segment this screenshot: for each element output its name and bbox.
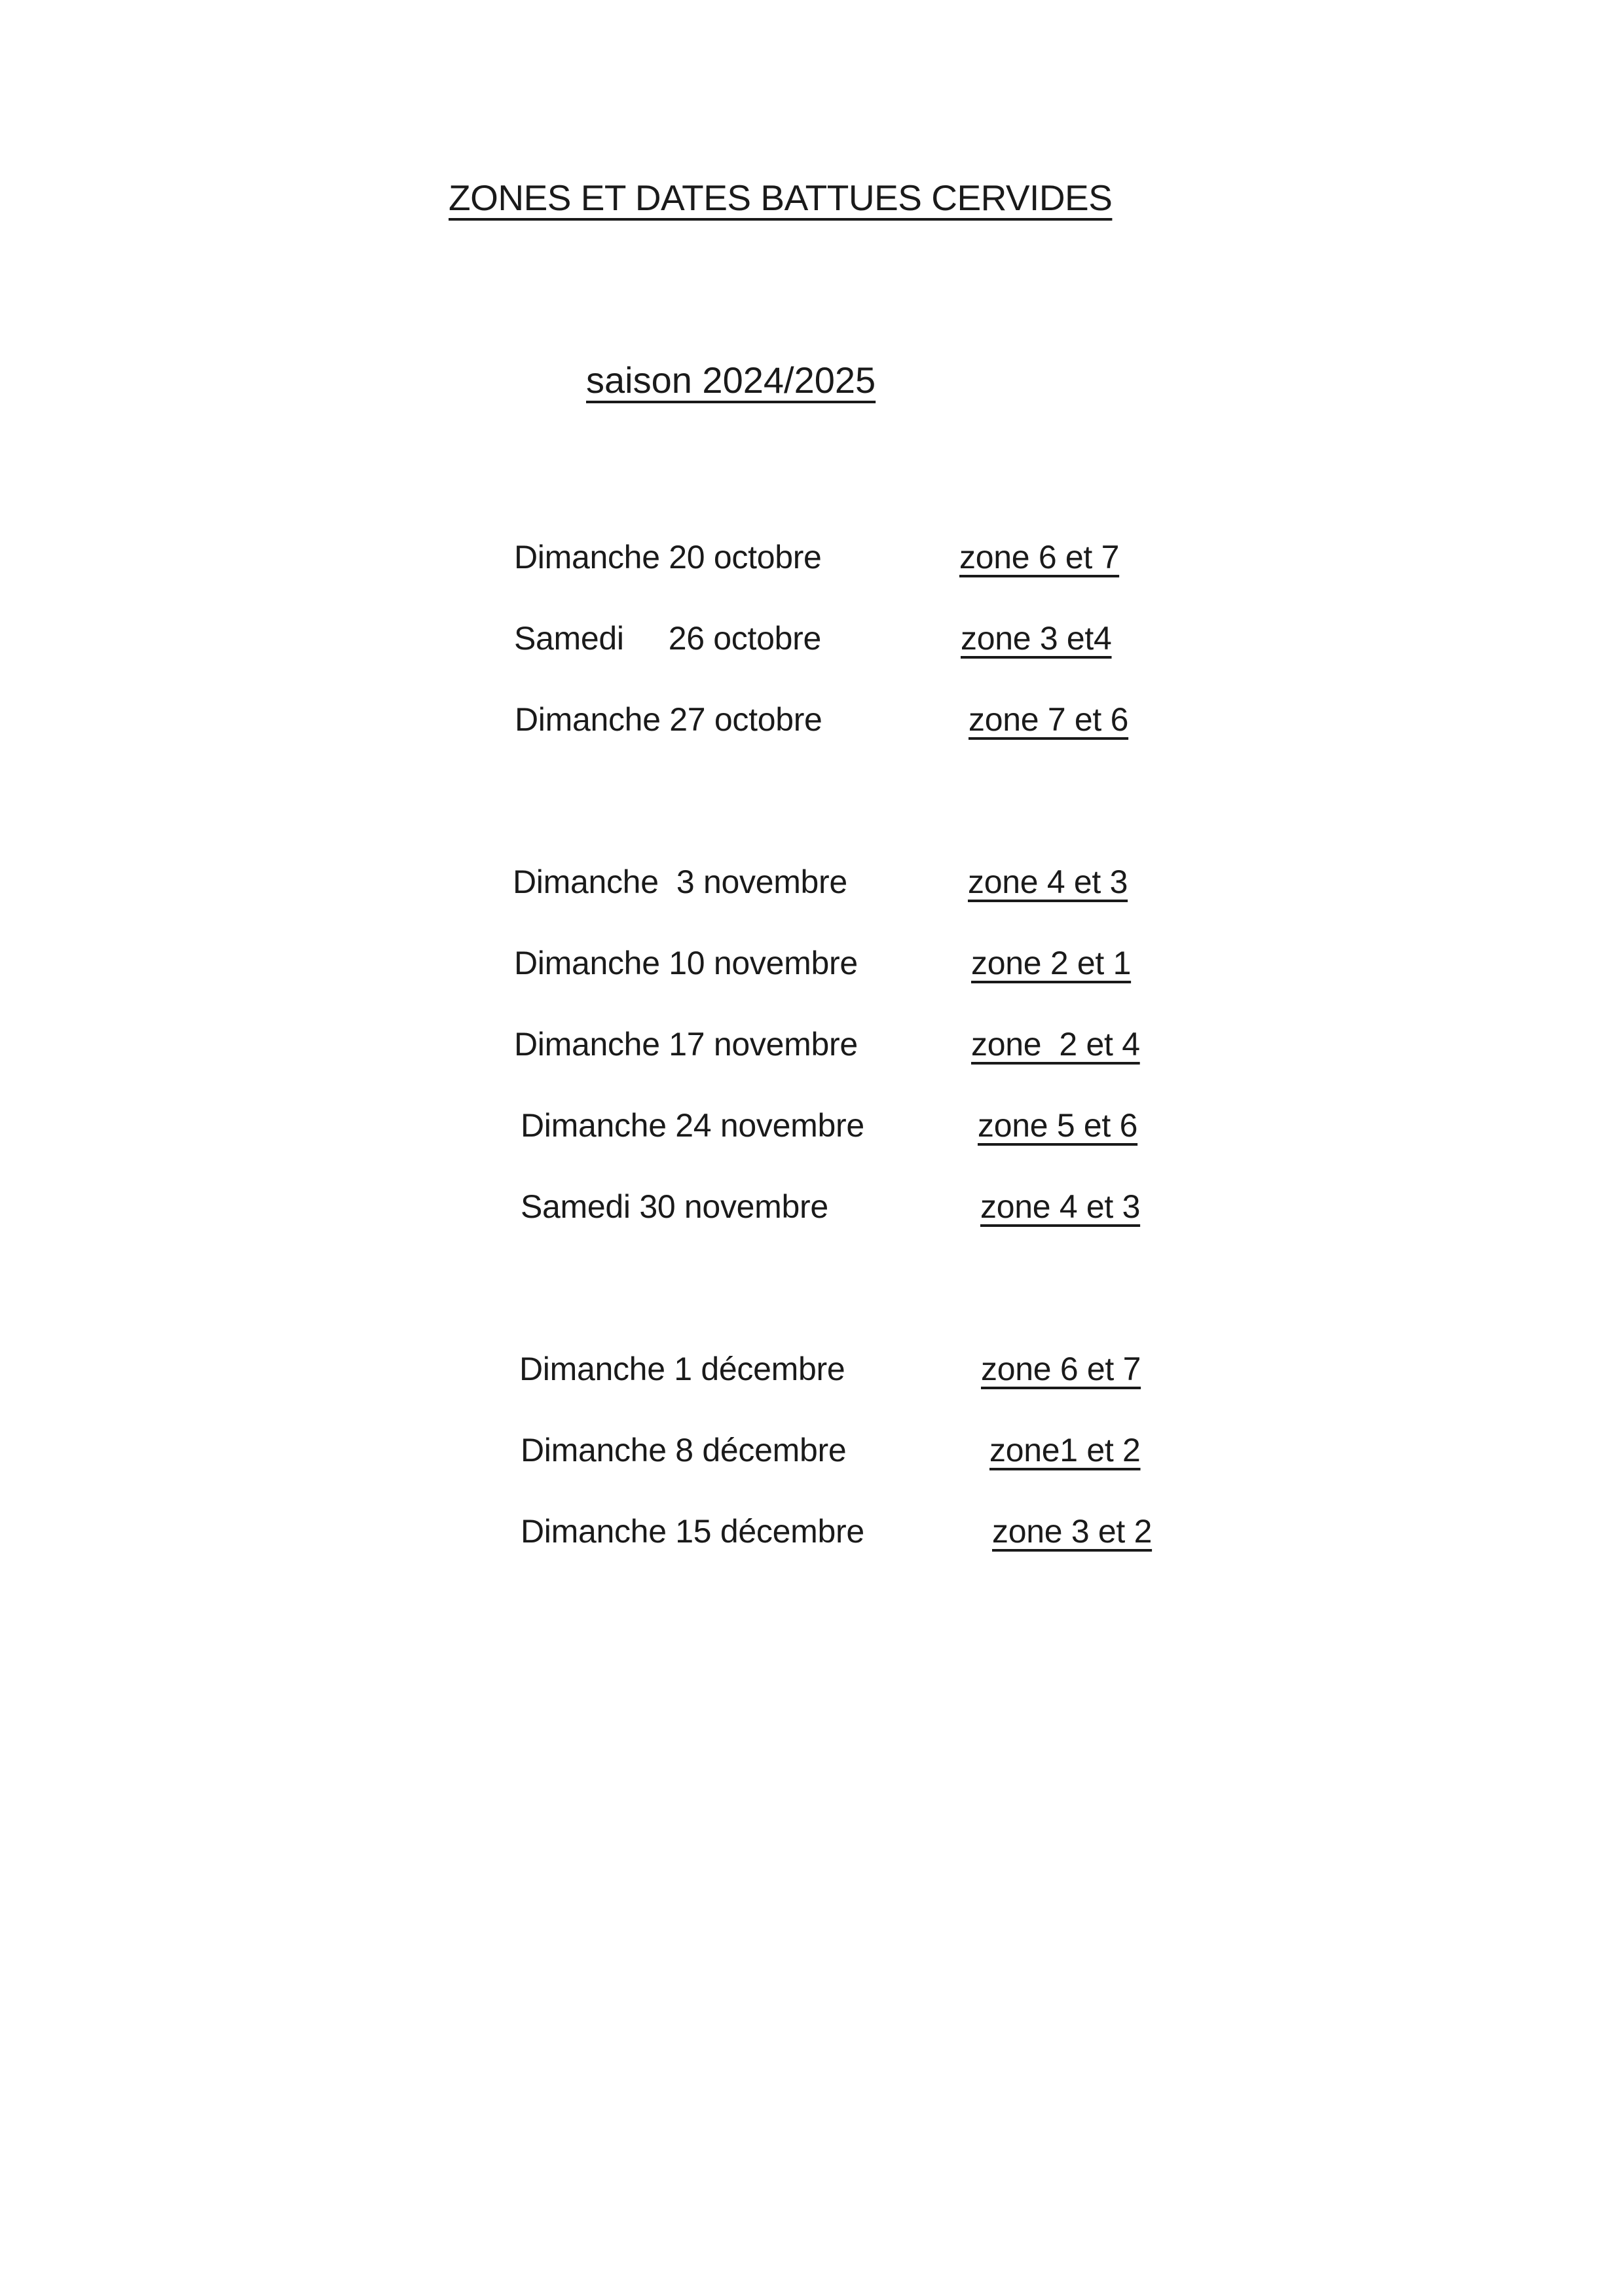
schedule-row bbox=[514, 944, 1431, 990]
schedule-row bbox=[515, 701, 1431, 746]
schedule-row bbox=[514, 538, 1431, 584]
schedule-zone: zone 6 et 7 bbox=[981, 1351, 1141, 1387]
document-title: ZONES ET DATES BATTUES CERVIDES bbox=[449, 177, 1113, 218]
schedule-zone: zone1 et 2 bbox=[989, 1432, 1141, 1468]
schedule-row bbox=[514, 1025, 1431, 1071]
schedule-zone: zone 2 et 1 bbox=[971, 945, 1132, 981]
schedule-zone: zone 4 et 3 bbox=[980, 1188, 1141, 1225]
schedule-zone: zone 7 et 6 bbox=[969, 701, 1129, 738]
schedule-row bbox=[521, 1512, 1437, 1558]
schedule-zone: zone 3 et4 bbox=[961, 620, 1112, 657]
schedule-row bbox=[521, 1188, 1437, 1233]
schedule-date: Dimanche 1 décembre bbox=[519, 1351, 845, 1387]
schedule-date: Dimanche 3 novembre bbox=[513, 864, 847, 900]
schedule-date: Dimanche 8 décembre bbox=[521, 1432, 847, 1468]
schedule-date: Dimanche 17 novembre bbox=[514, 1026, 858, 1063]
schedule-zone: zone 3 et 2 bbox=[992, 1513, 1153, 1550]
schedule-zone: zone 2 et 4 bbox=[971, 1026, 1140, 1063]
schedule-row bbox=[514, 619, 1431, 665]
schedule-date: Dimanche 20 octobre bbox=[514, 539, 822, 575]
schedule-date: Samedi 30 novembre bbox=[521, 1188, 828, 1225]
schedule-date: Samedi 26 octobre bbox=[514, 620, 821, 657]
schedule-zone: zone 5 et 6 bbox=[978, 1107, 1138, 1144]
schedule-date: Dimanche 15 décembre bbox=[521, 1513, 864, 1550]
schedule-date: Dimanche 10 novembre bbox=[514, 945, 858, 981]
schedule-row bbox=[519, 1350, 1436, 1396]
schedule-row bbox=[513, 863, 1430, 909]
season-label: saison 2024/2025 bbox=[586, 359, 876, 401]
schedule-zone: zone 4 et 3 bbox=[968, 864, 1128, 900]
schedule-row bbox=[521, 1431, 1437, 1477]
schedule-zone: zone 6 et 7 bbox=[959, 539, 1120, 575]
schedule-row bbox=[521, 1106, 1437, 1152]
schedule-date: Dimanche 24 novembre bbox=[521, 1107, 864, 1144]
schedule-date: Dimanche 27 octobre bbox=[515, 701, 822, 738]
